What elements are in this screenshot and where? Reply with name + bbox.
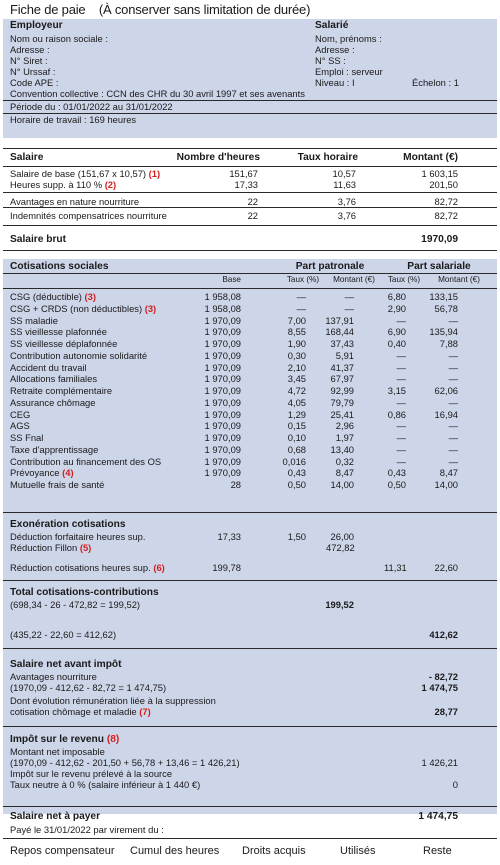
employee-heading: Salarié	[315, 20, 349, 31]
contribution-row-text: CSG (déductible)	[10, 291, 82, 302]
contribution-row-label	[10, 363, 87, 374]
divider	[3, 273, 497, 274]
contribution-row-employee-rate: 0,40	[387, 338, 406, 349]
employer-urssaf-field: N° Urssaf :	[10, 66, 56, 77]
contribution-row-base: 1 958,08	[204, 303, 241, 314]
contribution-row-employer-rate: —	[296, 291, 306, 302]
salary-row-label	[10, 211, 167, 222]
contribution-row-employer-amount: 5,91	[335, 350, 354, 361]
contribution-row-base: 1 970,09	[204, 444, 241, 455]
contribution-row-employer-amount: 2,96	[335, 420, 354, 431]
salary-row-label	[10, 197, 139, 208]
salary-row-amount: 82,72	[434, 196, 458, 207]
evolution-text: cotisation chômage et maladie	[10, 706, 137, 717]
contribution-row-label	[10, 457, 161, 468]
contribution-row-employer-amount: 14,00	[330, 479, 354, 490]
divider	[3, 148, 497, 149]
contribution-row-employer-rate: 0,10	[287, 432, 306, 443]
contribution-row-employee-amount: —	[448, 456, 458, 467]
contribution-row-employee-amount: 133,15	[429, 291, 458, 302]
contribution-row-base: 1 970,09	[204, 409, 241, 420]
hours-col-header: Nombre d'heures	[176, 152, 260, 163]
exo-fillon-text: Réduction Fillon	[10, 542, 78, 553]
salary-row-amount: 1 603,15	[421, 168, 458, 179]
contribution-row-base: 1 970,09	[204, 350, 241, 361]
contribution-row-employee-amount: —	[448, 420, 458, 431]
contribution-row-employer-rate: 0,68	[287, 444, 306, 455]
contribution-row-employer-rate: 3,45	[287, 373, 306, 384]
exo-forfait-amount: 26,00	[330, 531, 354, 542]
payment-info: Payé le 31/01/2022 par virement du :	[10, 824, 164, 835]
employer-amount-col-header: Montant (€)	[333, 275, 375, 284]
contribution-row-label	[10, 327, 107, 338]
contribution-row-text: Allocations familiales	[10, 373, 98, 384]
contribution-row-text: Accident du travail	[10, 362, 87, 373]
contribution-row-label	[10, 386, 112, 397]
divider	[3, 166, 497, 167]
divider	[3, 512, 497, 513]
total-employee-value: 412,62	[429, 629, 458, 640]
contribution-row-label	[10, 292, 96, 303]
contribution-row-base: 1 970,09	[204, 397, 241, 408]
food-benefit-label: Avantages nourriture	[10, 671, 97, 682]
ref-marker: (7)	[139, 706, 151, 717]
contribution-row-employer-amount: —	[344, 303, 354, 314]
contribution-row-employee-rate: 3,15	[387, 385, 406, 396]
exoneration-heading: Exonération cotisations	[10, 519, 126, 530]
neutral-rate-label: Taux neutre à 0 % (salaire inférieur à 1 440 €)	[10, 779, 201, 790]
salary-row-hours: 22	[247, 196, 258, 207]
contribution-row-employee-amount: —	[448, 397, 458, 408]
contribution-row-employer-amount: 25,41	[330, 409, 354, 420]
salary-row-label	[10, 169, 160, 180]
exo-hs-text: Réduction cotisations heures sup.	[10, 562, 151, 573]
withholding-tax-value: 0	[452, 779, 458, 790]
contribution-row-base: 1 970,09	[204, 467, 241, 478]
contribution-row-employer-rate: 7,00	[287, 315, 306, 326]
footer-rights-acquired: Droits acquis	[242, 845, 306, 857]
contribution-row-base: 1 970,09	[204, 456, 241, 467]
salary-row-label	[10, 180, 116, 191]
employer-share-heading: Part patronale	[295, 261, 365, 272]
contribution-row-employer-rate: 4,72	[287, 385, 306, 396]
salary-row-amount: 82,72	[434, 210, 458, 221]
contribution-row-employee-rate: —	[396, 456, 406, 467]
contribution-row-label	[10, 421, 30, 432]
contribution-row-employer-amount: 13,40	[330, 444, 354, 455]
contribution-row-employee-rate: 6,80	[387, 291, 406, 302]
contribution-row-employer-amount: 8,47	[335, 467, 354, 478]
contribution-row-employee-amount: —	[448, 444, 458, 455]
contribution-row-employee-amount: 56,78	[434, 303, 458, 314]
employer-ape-field: Code APE :	[10, 77, 59, 88]
divider	[3, 648, 497, 649]
contribution-row-label	[10, 351, 147, 362]
employee-address-field: Adresse :	[315, 44, 355, 55]
contribution-row-employer-rate: 0,30	[287, 350, 306, 361]
ref-marker: (3)	[144, 303, 157, 314]
exo-fillon-amount: 472,82	[326, 542, 355, 553]
employee-rate-col-header: Taux (%)	[387, 275, 421, 284]
ref-marker: (8)	[106, 734, 120, 745]
contribution-row-employee-rate: —	[396, 373, 406, 384]
footer-remaining: Reste	[423, 845, 452, 857]
contribution-row-base: 28	[230, 479, 241, 490]
contribution-row-employer-rate: 0,016	[282, 456, 306, 467]
contribution-row-text: Retraite complémentaire	[10, 385, 113, 396]
contribution-row-base: 1 970,09	[204, 432, 241, 443]
ref-marker: (1)	[148, 168, 161, 179]
net-before-tax-calc: (1970,09 - 412,62 - 82,72 = 1 474,75)	[10, 682, 167, 693]
divider	[3, 207, 497, 208]
contribution-row-employee-rate: —	[396, 362, 406, 373]
contribution-row-text: CSG + CRDS (non déductibles)	[10, 303, 143, 314]
rate-col-header: Taux horaire	[297, 152, 358, 163]
divider	[3, 838, 497, 839]
divider	[3, 192, 497, 193]
divider	[3, 726, 497, 727]
salary-row-hours: 151,67	[229, 168, 258, 179]
contribution-row-employee-rate: 6,90	[387, 326, 406, 337]
salary-heading: Salaire	[10, 152, 44, 163]
employer-siret-field: N° Siret :	[10, 55, 48, 66]
contribution-row-employee-amount: 135,94	[429, 326, 458, 337]
contribution-row-employer-amount: 137,91	[325, 315, 354, 326]
contribution-row-employer-rate: —	[296, 303, 306, 314]
total-calc-employee: (435,22 - 22,60 = 412,62)	[10, 629, 117, 640]
ref-marker: (5)	[79, 542, 92, 553]
evolution-label-line1: Dont évolution rémunération liée à la suppression	[10, 695, 216, 706]
salary-row-text: Salaire de base (151,67 x 10,57)	[10, 168, 147, 179]
contribution-row-employer-rate: 1,29	[287, 409, 306, 420]
contribution-row-label	[10, 410, 30, 421]
contributions-heading: Cotisations sociales	[10, 261, 109, 272]
employee-level-field: Niveau : I	[315, 77, 355, 88]
salary-row-text: Avantages en nature nourriture	[10, 196, 140, 207]
contribution-row-employer-rate: 0,15	[287, 420, 306, 431]
employee-ss-field: N° SS :	[315, 55, 346, 66]
contribution-row-label	[10, 398, 95, 409]
contribution-row-base: 1 970,09	[204, 326, 241, 337]
contribution-row-label	[10, 468, 74, 479]
work-hours-text: Horaire de travail : 169 heures	[10, 114, 137, 125]
period-text: Période du : 01/01/2022 au 31/01/2022	[10, 101, 173, 112]
evolution-label-line2	[10, 707, 151, 718]
contribution-row-base: 1 970,09	[204, 373, 241, 384]
contribution-row-base: 1 970,09	[204, 362, 241, 373]
contribution-row-label	[10, 316, 58, 327]
contribution-row-employer-amount: 37,43	[330, 338, 354, 349]
contribution-row-employer-rate: 0,50	[287, 479, 306, 490]
contribution-row-employer-rate: 8,55	[287, 326, 306, 337]
contribution-row-employee-amount: 7,88	[439, 338, 458, 349]
contribution-row-text: Contribution autonomie solidarité	[10, 350, 148, 361]
total-calc-employer: (698,34 - 26 - 472,82 = 199,52)	[10, 599, 141, 610]
contribution-row-base: 1 970,09	[204, 385, 241, 396]
employer-heading: Employeur	[10, 20, 63, 31]
contribution-row-text: Prévoyance	[10, 467, 60, 478]
page-title	[10, 2, 310, 17]
exo-forfait-rate: 1,50	[287, 531, 306, 542]
contribution-row-employer-rate: 0,43	[287, 467, 306, 478]
employee-share-heading: Part salariale	[407, 261, 471, 272]
exo-forfait-label: Déduction forfaitaire heures sup.	[10, 531, 146, 542]
salary-row-rate: 11,63	[333, 179, 356, 190]
base-col-header: Base	[222, 275, 241, 284]
contribution-row-text: Contribution au financement des OS	[10, 456, 162, 467]
title-note: (À conserver sans limitation de durée)	[98, 2, 311, 17]
contribution-row-employee-rate: —	[396, 420, 406, 431]
total-employer-value: 199,52	[325, 599, 354, 610]
net-pay-heading: Salaire net à payer	[10, 811, 101, 822]
salary-row-hours: 22	[247, 210, 258, 221]
employer-address-field: Adresse :	[10, 44, 50, 55]
contribution-row-text: Mutuelle frais de santé	[10, 479, 105, 490]
contribution-row-employer-amount: 67,97	[330, 373, 354, 384]
net-before-tax-value: 1 474,75	[421, 682, 458, 693]
divider	[3, 250, 497, 251]
contribution-row-employee-rate: 2,90	[387, 303, 406, 314]
contribution-row-text: CEG	[10, 409, 31, 420]
contribution-row-employee-amount: —	[448, 315, 458, 326]
contribution-row-text: SS vieillesse plafonnée	[10, 326, 107, 337]
employee-name-field: Nom, prénoms :	[315, 33, 382, 44]
contribution-row-employee-amount: 16,94	[434, 409, 458, 420]
salary-row-hours: 17,33	[234, 179, 258, 190]
contribution-row-employer-amount: 0,32	[335, 456, 354, 467]
divider	[3, 225, 497, 226]
contribution-row-employee-amount: —	[448, 373, 458, 384]
contribution-row-label	[10, 339, 117, 350]
contribution-row-base: 1 958,08	[204, 291, 241, 302]
salary-row-rate: 3,76	[337, 196, 356, 207]
ref-marker: (4)	[62, 467, 74, 478]
gross-salary-label: Salaire brut	[10, 234, 67, 245]
evolution-value: 28,77	[434, 706, 458, 717]
taxable-net-label: Montant net imposable	[10, 746, 105, 757]
salary-row-rate: 10,57	[332, 168, 356, 179]
contribution-row-employee-rate: 0,50	[387, 479, 406, 490]
taxable-net-calc: (1970,09 - 412,62 - 201,50 + 56,78 + 13,46 = 1 426,21)	[10, 757, 240, 768]
contribution-row-employer-amount: 1,97	[335, 432, 354, 443]
divider	[3, 806, 497, 807]
ref-marker: (6)	[153, 562, 165, 573]
contribution-row-employee-rate: —	[396, 350, 406, 361]
title-text: Fiche de paie	[10, 2, 86, 17]
footer-used: Utilisés	[340, 845, 376, 857]
contribution-row-text: Assurance chômage	[10, 397, 96, 408]
ref-marker: (3)	[84, 291, 96, 302]
gross-salary-value: 1970,09	[421, 234, 458, 245]
contribution-row-text: Taxe d'apprentissage	[10, 444, 99, 455]
total-heading: Total cotisations-contributions	[10, 587, 159, 598]
employer-name-field: Nom ou raison sociale :	[10, 33, 108, 44]
contribution-row-employee-amount: —	[448, 350, 458, 361]
contribution-row-employee-rate: 0,86	[387, 409, 406, 420]
contribution-row-employee-amount: 14,00	[434, 479, 458, 490]
contribution-row-text: SS maladie	[10, 315, 58, 326]
salary-row-text: Indemnités compensatrices nourriture	[10, 210, 167, 221]
income-tax-heading	[10, 735, 119, 746]
contribution-row-label	[10, 374, 97, 385]
footer-hours-cumul: Cumul des heures	[130, 845, 220, 857]
contribution-row-base: 1 970,09	[204, 338, 241, 349]
exo-fillon-label	[10, 543, 91, 554]
contribution-row-employer-rate: 2,10	[287, 362, 306, 373]
contribution-row-employer-amount: —	[344, 291, 354, 302]
contribution-row-employee-amount: —	[448, 362, 458, 373]
contribution-row-label	[10, 480, 104, 491]
contribution-row-employer-rate: 4,05	[287, 397, 306, 408]
exo-hs-label	[10, 563, 165, 574]
taxable-net-value: 1 426,21	[421, 757, 458, 768]
divider	[3, 580, 497, 581]
salary-row-rate: 3,76	[337, 210, 356, 221]
exo-hs-base: 199,78	[212, 562, 241, 573]
contribution-row-base: 1 970,09	[204, 315, 241, 326]
withholding-tax-label: Impôt sur le revenu prélevé à la source	[10, 768, 173, 779]
net-before-tax-heading: Salaire net avant impôt	[10, 659, 122, 670]
convention-text: Convention collective : CCN des CHR du 30 avril 1997 et ses avenants	[10, 88, 305, 99]
salary-row-text: Heures supp. à 110 %	[10, 179, 103, 190]
contribution-row-text: AGS	[10, 420, 30, 431]
salary-row-amount: 201,50	[429, 179, 458, 190]
footer-rest-comp: Repos compensateur	[10, 845, 115, 857]
contribution-row-employee-rate: —	[396, 397, 406, 408]
contribution-row-label	[10, 445, 98, 456]
amount-col-header: Montant (€)	[403, 152, 458, 163]
employee-echelon-field: Échelon : 1	[412, 77, 459, 88]
employee-amount-col-header: Montant (€)	[438, 275, 480, 284]
contribution-row-label	[10, 304, 156, 315]
contribution-row-employee-amount: 62,06	[434, 385, 458, 396]
contribution-row-employee-rate: —	[396, 432, 406, 443]
contribution-row-employee-rate: 0,43	[387, 467, 406, 478]
exo-forfait-base: 17,33	[217, 531, 241, 542]
contribution-row-employer-amount: 79,79	[330, 397, 354, 408]
contribution-row-label	[10, 433, 43, 444]
contribution-row-text: SS Fnal	[10, 432, 44, 443]
contribution-row-text: SS vieillesse déplafonnée	[10, 338, 118, 349]
contribution-row-employer-amount: 41,37	[330, 362, 354, 373]
contribution-row-employer-rate: 1,90	[287, 338, 306, 349]
divider	[3, 288, 497, 289]
contribution-row-employee-amount: 8,47	[439, 467, 458, 478]
exo-hs-rate: 11,31	[384, 562, 407, 573]
contribution-row-employer-amount: 92,99	[330, 385, 354, 396]
employer-rate-col-header: Taux (%)	[286, 275, 320, 284]
income-tax-text: Impôt sur le revenu	[10, 734, 104, 745]
net-pay-value: 1 474,75	[418, 811, 458, 822]
contribution-row-employee-rate: —	[396, 315, 406, 326]
contribution-row-base: 1 970,09	[204, 420, 241, 431]
food-benefit-value: - 82,72	[428, 671, 458, 682]
contribution-row-employee-rate: —	[396, 444, 406, 455]
contribution-row-employee-amount: —	[448, 432, 458, 443]
contribution-row-employer-amount: 168,44	[325, 326, 354, 337]
exo-hs-amount: 22,60	[434, 562, 458, 573]
employee-job-field: Emploi : serveur	[315, 66, 383, 77]
ref-marker: (2)	[104, 179, 117, 190]
